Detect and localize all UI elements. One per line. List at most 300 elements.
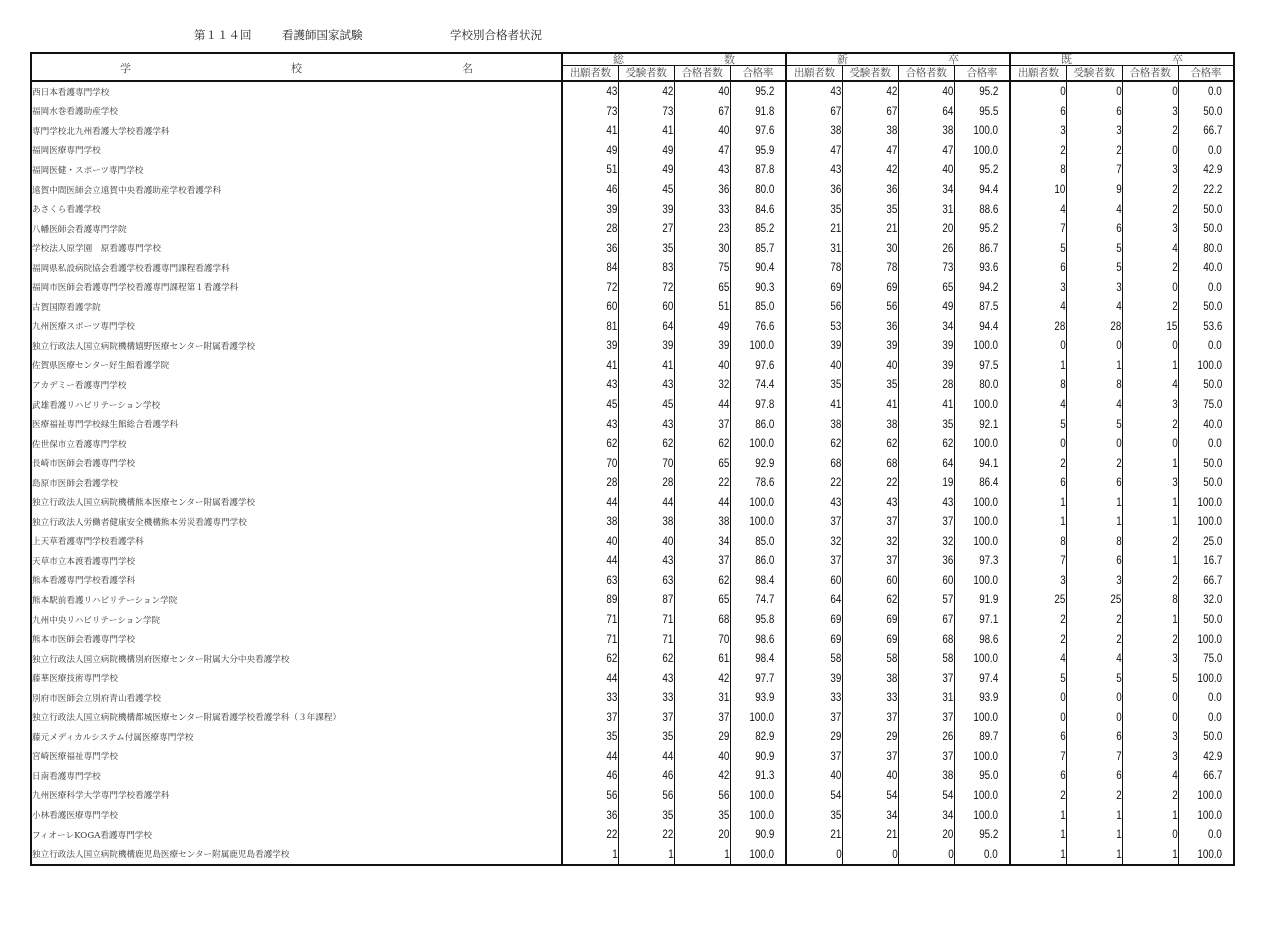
- count-cell: 21: [786, 825, 842, 845]
- pass-rate-cell: 94.1: [954, 453, 1010, 473]
- pass-rate-cell: 100.0: [954, 492, 1010, 512]
- count-cell: 2: [1122, 786, 1178, 806]
- count-cell: 20: [898, 219, 954, 239]
- count-cell: 68: [786, 453, 842, 473]
- count-cell: 35: [842, 199, 898, 219]
- pass-rate-cell: 92.1: [954, 414, 1010, 434]
- count-cell: 81: [562, 317, 618, 337]
- count-cell: 34: [898, 317, 954, 337]
- count-cell: 49: [618, 160, 674, 180]
- pass-rate-cell: 93.6: [954, 258, 1010, 278]
- school-name: 福岡医療専門学校: [31, 141, 562, 161]
- count-cell: 49: [618, 141, 674, 161]
- table-row: [31, 102, 1234, 122]
- count-cell: 70: [618, 453, 674, 473]
- table-row: [31, 336, 1234, 356]
- count-cell: 39: [562, 336, 618, 356]
- count-cell: 34: [842, 805, 898, 825]
- pass-rate-cell: 97.6: [730, 121, 786, 141]
- count-cell: 1: [674, 844, 730, 865]
- count-cell: 1: [1122, 805, 1178, 825]
- pass-rate-cell: 97.3: [954, 551, 1010, 571]
- count-cell: 4: [1122, 238, 1178, 258]
- count-cell: 38: [786, 414, 842, 434]
- pass-rate-cell: 85.2: [730, 219, 786, 239]
- school-name: 古賀国際看護学院: [31, 297, 562, 317]
- report-name: 学校別合格者状況: [450, 28, 542, 42]
- count-cell: 38: [618, 512, 674, 532]
- table-row: [31, 141, 1234, 161]
- count-cell: 4: [1066, 199, 1122, 219]
- pass-rate-cell: 100.0: [954, 434, 1010, 454]
- count-cell: 28: [898, 375, 954, 395]
- table-row: [31, 805, 1234, 825]
- count-cell: 47: [842, 141, 898, 161]
- count-cell: 37: [618, 708, 674, 728]
- pass-rate-cell: 66.7: [1178, 121, 1234, 141]
- count-cell: 65: [674, 590, 730, 610]
- count-cell: 35: [898, 414, 954, 434]
- count-cell: 2: [1010, 786, 1066, 806]
- count-cell: 7: [1010, 219, 1066, 239]
- count-cell: 56: [786, 297, 842, 317]
- count-cell: 3: [1122, 102, 1178, 122]
- count-cell: 32: [898, 532, 954, 552]
- pass-rate-cell: 0.0: [954, 844, 1010, 865]
- count-cell: 69: [842, 610, 898, 630]
- count-cell: 7: [1066, 747, 1122, 767]
- count-cell: 47: [674, 141, 730, 161]
- count-cell: 33: [786, 688, 842, 708]
- count-cell: 6: [1066, 219, 1122, 239]
- count-cell: 36: [674, 180, 730, 200]
- count-cell: 44: [618, 747, 674, 767]
- pass-rate-cell: 97.8: [730, 395, 786, 415]
- pass-rate-cell: 42.9: [1178, 747, 1234, 767]
- count-cell: 58: [842, 649, 898, 669]
- count-cell: 28: [618, 473, 674, 493]
- count-cell: 40: [674, 81, 730, 102]
- school-name: 九州中央リハビリテーション学院: [31, 610, 562, 630]
- count-cell: 1: [1066, 825, 1122, 845]
- count-cell: 2: [1122, 414, 1178, 434]
- count-cell: 38: [674, 512, 730, 532]
- count-cell: 75: [674, 258, 730, 278]
- pass-rate-cell: 95.0: [954, 766, 1010, 786]
- pass-rate-cell: 100.0: [1178, 668, 1234, 688]
- count-cell: 40: [674, 747, 730, 767]
- count-cell: 40: [786, 356, 842, 376]
- count-cell: 43: [786, 81, 842, 102]
- count-cell: 58: [898, 649, 954, 669]
- pass-rate-cell: 50.0: [1178, 219, 1234, 239]
- count-cell: 60: [562, 297, 618, 317]
- school-name: 天草市立本渡看護専門学校: [31, 551, 562, 571]
- count-cell: 37: [898, 747, 954, 767]
- count-cell: 43: [618, 375, 674, 395]
- count-cell: 67: [786, 102, 842, 122]
- count-cell: 39: [618, 199, 674, 219]
- count-cell: 6: [1010, 766, 1066, 786]
- count-cell: 56: [674, 786, 730, 806]
- school-name: 上天草看護専門学校看護学科: [31, 532, 562, 552]
- school-name: 熊本駅前看護リハビリテーション学院: [31, 590, 562, 610]
- school-name: 西日本看護専門学校: [31, 81, 562, 102]
- pass-rate-cell: 66.7: [1178, 766, 1234, 786]
- school-name: 藤華医療技術専門学校: [31, 668, 562, 688]
- count-cell: 1: [1010, 492, 1066, 512]
- count-cell: 1: [1122, 492, 1178, 512]
- table-row: [31, 551, 1234, 571]
- pass-rate-cell: 94.4: [954, 317, 1010, 337]
- count-cell: 40: [842, 766, 898, 786]
- table-row: [31, 395, 1234, 415]
- pass-rate-cell: 95.2: [954, 825, 1010, 845]
- count-cell: 10: [1010, 180, 1066, 200]
- count-cell: 46: [618, 766, 674, 786]
- count-cell: 38: [842, 414, 898, 434]
- school-name: 福岡医健・スポーツ専門学校: [31, 160, 562, 180]
- pass-rate-cell: 85.7: [730, 238, 786, 258]
- pass-rate-cell: 50.0: [1178, 102, 1234, 122]
- count-cell: 68: [898, 629, 954, 649]
- count-cell: 2: [1122, 571, 1178, 591]
- table-row: [31, 708, 1234, 728]
- count-cell: 84: [562, 258, 618, 278]
- count-cell: 37: [786, 747, 842, 767]
- count-cell: 3: [1122, 160, 1178, 180]
- pass-rate-cell: 50.0: [1178, 199, 1234, 219]
- school-name: 熊本市医師会看護専門学校: [31, 629, 562, 649]
- count-cell: 43: [842, 492, 898, 512]
- pass-rate-cell: 98.6: [954, 629, 1010, 649]
- table-row: [31, 668, 1234, 688]
- count-cell: 8: [1010, 375, 1066, 395]
- count-cell: 2: [1010, 141, 1066, 161]
- count-cell: 8: [1066, 375, 1122, 395]
- count-cell: 37: [842, 551, 898, 571]
- count-cell: 40: [674, 356, 730, 376]
- count-cell: 36: [562, 238, 618, 258]
- count-cell: 63: [618, 571, 674, 591]
- count-cell: 37: [674, 414, 730, 434]
- table-row: [31, 512, 1234, 532]
- count-cell: 35: [618, 805, 674, 825]
- count-cell: 40: [562, 532, 618, 552]
- count-cell: 54: [842, 786, 898, 806]
- count-cell: 89: [562, 590, 618, 610]
- count-cell: 3: [1122, 473, 1178, 493]
- count-cell: 5: [1010, 238, 1066, 258]
- count-cell: 73: [562, 102, 618, 122]
- count-cell: 6: [1066, 766, 1122, 786]
- count-cell: 1: [1010, 805, 1066, 825]
- table-row: [31, 453, 1234, 473]
- pass-rate-cell: 86.4: [954, 473, 1010, 493]
- pass-rate-cell: 95.9: [730, 141, 786, 161]
- pass-rate-cell: 88.6: [954, 199, 1010, 219]
- count-cell: 49: [898, 297, 954, 317]
- table-row: [31, 317, 1234, 337]
- count-cell: 22: [842, 473, 898, 493]
- count-cell: 6: [1010, 102, 1066, 122]
- pass-rate-cell: 90.3: [730, 277, 786, 297]
- pass-rate-cell: 100.0: [954, 395, 1010, 415]
- count-cell: 62: [898, 434, 954, 454]
- pass-rate-cell: 91.9: [954, 590, 1010, 610]
- count-cell: 32: [842, 532, 898, 552]
- count-cell: 5: [1066, 238, 1122, 258]
- pass-rate-cell: 0.0: [1178, 434, 1234, 454]
- count-cell: 37: [898, 708, 954, 728]
- count-cell: 1: [1122, 356, 1178, 376]
- count-cell: 4: [1010, 649, 1066, 669]
- count-cell: 38: [842, 668, 898, 688]
- exam-round: 第１１４回: [194, 28, 252, 42]
- count-cell: 8: [1010, 160, 1066, 180]
- pass-rate-cell: 100.0: [1178, 356, 1234, 376]
- count-cell: 1: [1122, 512, 1178, 532]
- count-cell: 78: [842, 258, 898, 278]
- count-cell: 4: [1122, 766, 1178, 786]
- count-cell: 72: [562, 277, 618, 297]
- count-cell: 8: [1010, 532, 1066, 552]
- pass-rate-cell: 98.4: [730, 571, 786, 591]
- count-cell: 31: [674, 688, 730, 708]
- count-cell: 0: [898, 844, 954, 865]
- count-cell: 43: [618, 551, 674, 571]
- count-cell: 31: [786, 238, 842, 258]
- count-cell: 41: [842, 395, 898, 415]
- table-row: [31, 629, 1234, 649]
- count-cell: 63: [562, 571, 618, 591]
- count-cell: 73: [898, 258, 954, 278]
- pass-rate-cell: 97.1: [954, 610, 1010, 630]
- count-cell: 83: [618, 258, 674, 278]
- count-cell: 67: [842, 102, 898, 122]
- pass-rate-cell: 82.9: [730, 727, 786, 747]
- count-cell: 1: [1066, 512, 1122, 532]
- count-cell: 44: [618, 492, 674, 512]
- count-cell: 67: [674, 102, 730, 122]
- count-cell: 0: [1122, 336, 1178, 356]
- count-cell: 46: [562, 766, 618, 786]
- count-cell: 39: [842, 336, 898, 356]
- pass-rate-cell: 100.0: [730, 805, 786, 825]
- count-cell: 37: [674, 551, 730, 571]
- count-cell: 64: [786, 590, 842, 610]
- count-cell: 1: [1122, 551, 1178, 571]
- count-cell: 51: [562, 160, 618, 180]
- results-table: [30, 52, 1235, 866]
- pass-rate-cell: 100.0: [730, 708, 786, 728]
- count-cell: 40: [674, 121, 730, 141]
- pass-rate-cell: 91.3: [730, 766, 786, 786]
- count-cell: 41: [898, 395, 954, 415]
- count-cell: 44: [674, 492, 730, 512]
- count-cell: 62: [842, 434, 898, 454]
- pass-rate-cell: 100.0: [1178, 786, 1234, 806]
- pass-rate-cell: 50.0: [1178, 473, 1234, 493]
- column-header: 受験者数: [842, 66, 898, 81]
- pass-rate-cell: 89.7: [954, 727, 1010, 747]
- count-cell: 38: [786, 121, 842, 141]
- count-cell: 39: [674, 336, 730, 356]
- count-cell: 2: [1122, 297, 1178, 317]
- count-cell: 40: [842, 356, 898, 376]
- count-cell: 4: [1010, 395, 1066, 415]
- count-cell: 47: [786, 141, 842, 161]
- count-cell: 43: [562, 81, 618, 102]
- count-cell: 1: [1122, 844, 1178, 865]
- count-cell: 3: [1010, 277, 1066, 297]
- count-cell: 43: [562, 375, 618, 395]
- count-cell: 1: [618, 844, 674, 865]
- count-cell: 1: [1066, 805, 1122, 825]
- count-cell: 6: [1066, 727, 1122, 747]
- count-cell: 40: [898, 160, 954, 180]
- table-row: [31, 590, 1234, 610]
- pass-rate-cell: 100.0: [730, 492, 786, 512]
- count-cell: 0: [1122, 708, 1178, 728]
- count-cell: 0: [842, 844, 898, 865]
- count-cell: 35: [786, 199, 842, 219]
- count-cell: 35: [618, 727, 674, 747]
- count-cell: 4: [1066, 297, 1122, 317]
- school-name: 八幡医師会看護専門学院: [31, 219, 562, 239]
- school-name-header: [31, 53, 562, 81]
- count-cell: 46: [562, 180, 618, 200]
- count-cell: 0: [1010, 336, 1066, 356]
- pass-rate-cell: 100.0: [730, 512, 786, 532]
- pass-rate-cell: 25.0: [1178, 532, 1234, 552]
- count-cell: 33: [618, 688, 674, 708]
- count-cell: 35: [562, 727, 618, 747]
- count-cell: 69: [786, 277, 842, 297]
- pass-rate-cell: 100.0: [954, 708, 1010, 728]
- count-cell: 37: [898, 668, 954, 688]
- count-cell: 67: [898, 610, 954, 630]
- table-row: [31, 81, 1234, 102]
- count-cell: 31: [898, 199, 954, 219]
- pass-rate-cell: 74.4: [730, 375, 786, 395]
- count-cell: 0: [1066, 708, 1122, 728]
- school-name: 独立行政法人労働者健康安全機構熊本労災看護専門学校: [31, 512, 562, 532]
- pass-rate-cell: 0.0: [1178, 141, 1234, 161]
- count-cell: 29: [842, 727, 898, 747]
- count-cell: 5: [1066, 414, 1122, 434]
- count-cell: 7: [1010, 747, 1066, 767]
- pass-rate-cell: 95.2: [730, 81, 786, 102]
- count-cell: 0: [786, 844, 842, 865]
- count-cell: 21: [842, 219, 898, 239]
- count-cell: 36: [786, 180, 842, 200]
- count-cell: 35: [618, 238, 674, 258]
- pass-rate-cell: 100.0: [954, 512, 1010, 532]
- count-cell: 60: [842, 571, 898, 591]
- count-cell: 43: [786, 492, 842, 512]
- count-cell: 35: [842, 375, 898, 395]
- pass-rate-cell: 90.9: [730, 747, 786, 767]
- pass-rate-cell: 97.6: [730, 356, 786, 376]
- group-header-new-graduates: 新 卒: [786, 53, 1010, 66]
- count-cell: 5: [1010, 668, 1066, 688]
- count-cell: 44: [562, 551, 618, 571]
- count-cell: 62: [618, 649, 674, 669]
- count-cell: 69: [842, 277, 898, 297]
- table-row: [31, 825, 1234, 845]
- count-cell: 71: [618, 629, 674, 649]
- pass-rate-cell: 0.0: [1178, 81, 1234, 102]
- count-cell: 1: [1010, 844, 1066, 865]
- count-cell: 36: [842, 180, 898, 200]
- count-cell: 39: [786, 668, 842, 688]
- count-cell: 22: [786, 473, 842, 493]
- count-cell: 15: [1122, 317, 1178, 337]
- count-cell: 38: [842, 121, 898, 141]
- pass-rate-cell: 90.9: [730, 825, 786, 845]
- count-cell: 28: [562, 473, 618, 493]
- count-cell: 0: [1010, 81, 1066, 102]
- count-cell: 44: [562, 492, 618, 512]
- count-cell: 39: [786, 336, 842, 356]
- table-row: [31, 649, 1234, 669]
- count-cell: 60: [786, 571, 842, 591]
- count-cell: 40: [898, 81, 954, 102]
- count-cell: 19: [898, 473, 954, 493]
- count-cell: 73: [618, 102, 674, 122]
- count-cell: 1: [1122, 610, 1178, 630]
- count-cell: 26: [898, 727, 954, 747]
- count-cell: 2: [1122, 258, 1178, 278]
- count-cell: 2: [1066, 786, 1122, 806]
- school-name: 武雄看護リハビリテーション学校: [31, 395, 562, 415]
- count-cell: 3: [1010, 121, 1066, 141]
- pass-rate-cell: 100.0: [1178, 805, 1234, 825]
- count-cell: 40: [618, 532, 674, 552]
- school-name: フィオーレKOGA看護専門学校: [31, 825, 562, 845]
- pass-rate-cell: 85.0: [730, 297, 786, 317]
- count-cell: 31: [898, 688, 954, 708]
- group-header-past-graduates: 既 卒: [1010, 53, 1234, 66]
- count-cell: 0: [1010, 434, 1066, 454]
- table-row: [31, 375, 1234, 395]
- count-cell: 3: [1122, 649, 1178, 669]
- pass-rate-cell: 85.0: [730, 532, 786, 552]
- count-cell: 0: [1122, 81, 1178, 102]
- count-cell: 41: [562, 356, 618, 376]
- table-row: [31, 160, 1234, 180]
- count-cell: 5: [1066, 668, 1122, 688]
- count-cell: 37: [898, 512, 954, 532]
- count-cell: 36: [842, 317, 898, 337]
- count-cell: 37: [674, 708, 730, 728]
- column-header: 出願者数: [562, 66, 618, 81]
- count-cell: 0: [1010, 708, 1066, 728]
- count-cell: 7: [1066, 160, 1122, 180]
- count-cell: 56: [618, 786, 674, 806]
- count-cell: 2: [1122, 532, 1178, 552]
- count-cell: 3: [1066, 277, 1122, 297]
- count-cell: 33: [674, 199, 730, 219]
- column-header: 受験者数: [1066, 66, 1122, 81]
- count-cell: 2: [1010, 629, 1066, 649]
- header-char: 学: [120, 62, 131, 75]
- school-name: 専門学校北九州看護大学校看護学科: [31, 121, 562, 141]
- pass-rate-cell: 87.8: [730, 160, 786, 180]
- school-name: 小林看護医療専門学校: [31, 805, 562, 825]
- pass-rate-cell: 0.0: [1178, 336, 1234, 356]
